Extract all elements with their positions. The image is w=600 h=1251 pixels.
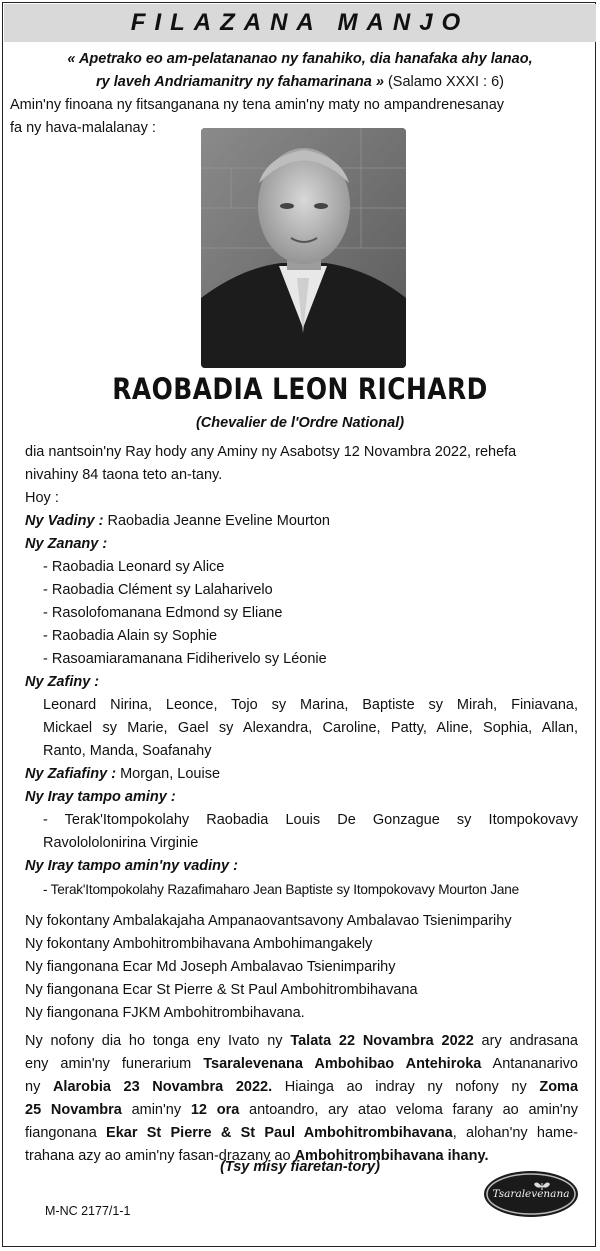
funeral-day: Zoma: [539, 1079, 579, 1095]
portrait-photo: [201, 128, 406, 368]
intro-line-2: fa ny hava-malalanay :: [10, 120, 156, 136]
zanany-item: - Rasolofomanana Edmond sy Eliane: [43, 605, 283, 621]
burial-place: Ambohitrombihavana ihany.: [294, 1148, 489, 1164]
zanany-item: - Raobadia Leonard sy Alice: [43, 559, 225, 575]
funeral-arrival-date: Talata 22 Novambra 2022: [290, 1033, 474, 1049]
announcement-line-1: dia nantsoin'ny Ray hody any Aminy ny Asabotsy 12 Novambra 2022, rehefa: [25, 444, 517, 460]
vadiny-label: Ny Vadiny :: [25, 513, 104, 529]
hoy-label: Hoy :: [25, 490, 59, 506]
notice-title: FILAZANA MANJO: [130, 9, 470, 36]
funeral-text: Ny nofony dia ho tonga eny Ivato ny: [25, 1033, 291, 1049]
quote-reference: (Salamo XXXI : 6): [383, 74, 505, 90]
zafiafiny-value: Morgan, Louise: [116, 766, 221, 782]
iray-vadiny-line-1: - Terak'Itompokolahy Razafimaharo Jean Baptiste sy Itompokovavy Mourton Jane: [43, 882, 520, 897]
announcement-line-2: nivahiny 84 taona teto an-tany.: [25, 467, 223, 483]
vadiny-value: Raobadia Jeanne Eveline Mourton: [103, 513, 330, 529]
psalm-quote: [10, 48, 590, 94]
funeral-line-5: [25, 1122, 578, 1145]
reference-code: M-NC 2177/1-1: [45, 1204, 131, 1218]
iray-aminy-line-2: Ravolololonirina Virginie: [43, 835, 199, 851]
quote-line-1: « Apetrako eo am-pelatananao ny fanahiko, dia hanafaka ahy lanao,: [67, 51, 533, 67]
community-item: Ny fiangonana Ecar Md Joseph Ambalavao Tsienimparihy: [25, 959, 396, 975]
zafiny-line-2: Mickael sy Marie, Gael sy Alexandra, Caroline, Patty, Aline, Sophia, Allan,: [43, 720, 578, 736]
iray-vadiny-label: Ny Iray tampo amin'ny vadiny :: [25, 858, 238, 874]
funeral-text: , alohan'ny hame-: [452, 1125, 579, 1141]
iray-aminy-list: [25, 809, 578, 855]
closing-note: (Tsy misy fiaretan-tory): [220, 1159, 380, 1175]
zafiny-list: [25, 694, 578, 763]
funeral-text: ny: [25, 1079, 53, 1095]
community-item: Ny fiangonana FJKM Ambohitrombihavana.: [25, 1005, 305, 1021]
funeral-text: eny amin'ny funerarium: [25, 1056, 204, 1072]
iray-aminy-label: Ny Iray tampo aminy :: [25, 789, 176, 805]
iray-aminy-line-1: - Terak'Itompokolahy Raobadia Louis De Gonzague sy Itompokovavy: [43, 812, 578, 828]
funeral-time: 12 ora: [190, 1102, 240, 1118]
logo-text: Tsaralevenana: [492, 1188, 570, 1200]
notice-header: [4, 4, 596, 42]
quote-line-2: ry laveh Andriamanitry ny fahamarinana »: [95, 74, 384, 90]
funerarium-logo: [484, 1171, 578, 1217]
funeral-text: amin'ny: [121, 1102, 191, 1118]
community-item: Ny fiangonana Ecar St Pierre & St Paul Ambohitrombihavana: [25, 982, 418, 998]
funeral-line-2: [25, 1053, 578, 1076]
funeral-line-3: [25, 1076, 578, 1099]
funeral-text: Hiainga ao indray ny nofony ny: [272, 1079, 540, 1095]
portrait-illustration: [201, 128, 406, 368]
funeral-wake-date: Alarobia 23 Novambra 2022.: [52, 1079, 273, 1095]
funeral-text: ary andrasana: [473, 1033, 578, 1049]
zanany-item: - Raobadia Clément sy Lalaharivelo: [43, 582, 273, 598]
funerarium-name: Tsaralevenana Ambohibao Antehiroka: [203, 1056, 482, 1072]
funeral-line-1: [25, 1030, 578, 1053]
zanany-item: - Raobadia Alain sy Sophie: [43, 628, 218, 644]
zafiafiny-line: [25, 763, 578, 786]
zanany-item: - Rasoamiaramanana Fidiherivelo sy Léonie: [43, 651, 327, 667]
zanany-label: Ny Zanany :: [25, 536, 108, 552]
deceased-distinction: (Chevalier de l'Ordre National): [195, 415, 405, 431]
funeral-text: trahana azy ao amin'ny fasan-drazany ao: [25, 1148, 295, 1164]
funeral-text: Antananarivo: [481, 1056, 579, 1072]
funeral-date: 25 Novambra: [25, 1102, 122, 1118]
community-item: Ny fokontany Ambalakajaha Ampanaovantsavony Ambalavao Tsienimparihy: [25, 913, 512, 929]
zafiny-line-3: Ranto, Manda, Soafanahy: [43, 743, 212, 759]
funeral-text: fiangonana: [25, 1125, 107, 1141]
zafiny-line-1: Leonard Nirina, Leonce, Tojo sy Marina, Baptiste sy Mirah, Finiavana,: [43, 697, 578, 713]
communities-list: [25, 910, 578, 1025]
funeral-paragraph: [25, 1030, 578, 1168]
vadiny-line: [25, 510, 578, 533]
funeral-line-4: [25, 1099, 578, 1122]
deceased-name: RAOBADIA LEON RICHARD: [112, 372, 488, 406]
church-name: Ekar St Pierre & St Paul Ambohitrombihavana: [106, 1125, 453, 1141]
announcement-paragraph: [25, 441, 578, 901]
zafiafiny-label: Ny Zafiafiny :: [25, 766, 117, 782]
community-item: Ny fokontany Ambohitrombihavana Ambohimangakely: [25, 936, 373, 952]
funeral-text: antoandro, ary atao veloma farany ao amin'ny: [239, 1102, 578, 1118]
zafiny-label: Ny Zafiny :: [25, 674, 100, 690]
intro-line-1: Amin'ny finoana ny fitsanganana ny tena amin'ny maty no ampandrenesanay: [10, 97, 505, 113]
